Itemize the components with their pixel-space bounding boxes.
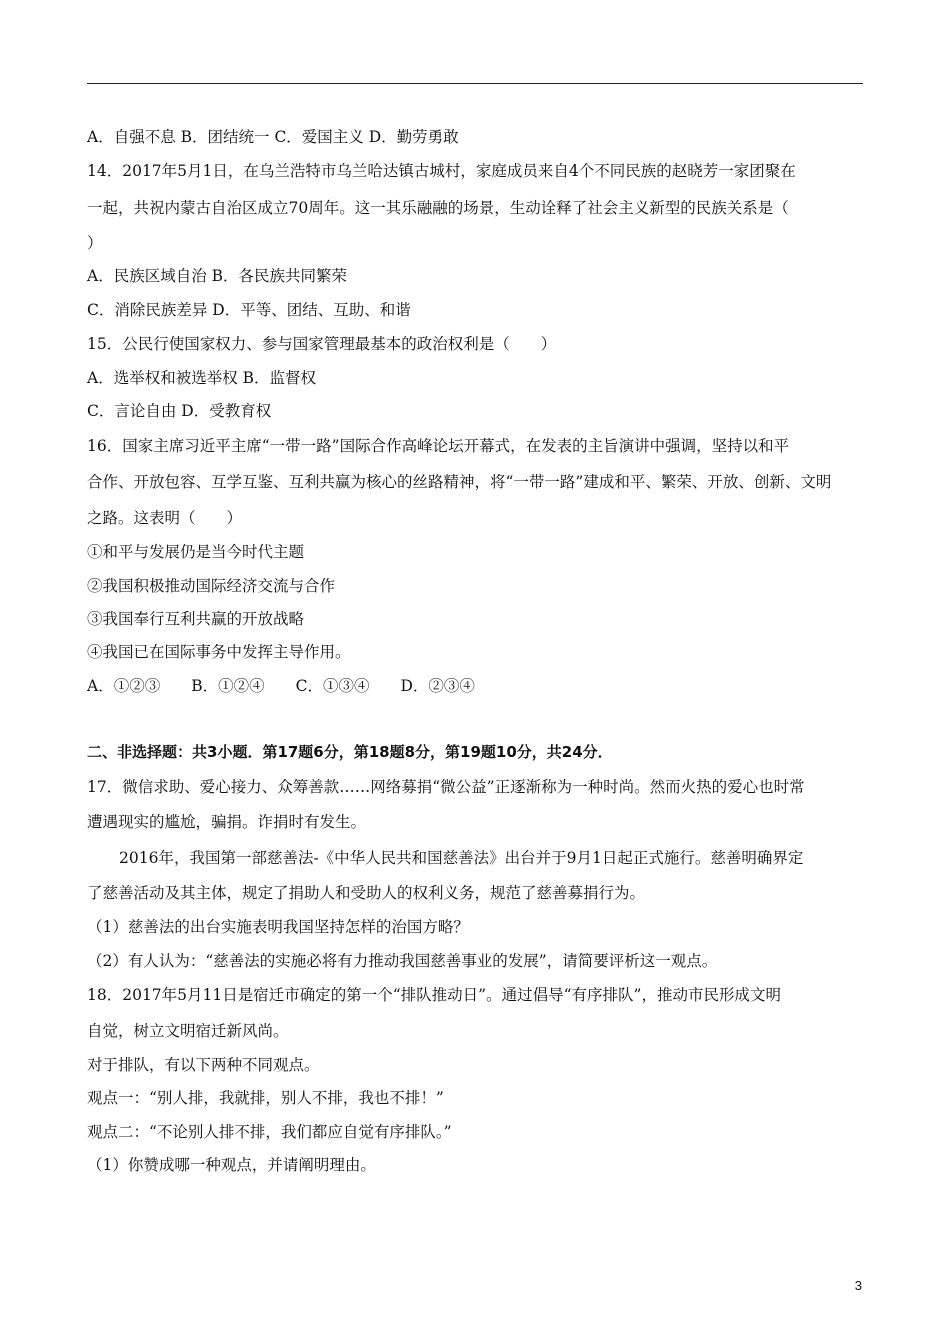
- q16-options: A．①②③ B．①②④ C．①③④ D．②③④: [87, 677, 475, 695]
- q17-sub-question-2: （2）有人认为：“慈善法的实施必将有力推动我国慈善事业的发展”，请简要评析这一观点。: [87, 952, 718, 970]
- q15-options-cd: C．言论自由 D．受教育权: [87, 402, 272, 420]
- q14-stem-line-2: 一起，共祝内蒙古自治区成立70周年。这一其乐融融的场景，生动诠释了社会主义新型的民族关系是（: [87, 199, 789, 217]
- q18-view-2: 观点二：“不论别人排不排，我们都应自觉有序排队。”: [87, 1123, 452, 1141]
- q16-item-1: ①和平与发展仍是当今时代主题: [87, 543, 305, 561]
- q16-stem-line-1: 16．国家主席习近平主席“一带一路”国际合作高峰论坛开幕式，在发表的主旨演讲中强调，坚持以和平: [87, 437, 790, 455]
- q16-item-2: ②我国积极推动国际经济交流与合作: [87, 577, 336, 595]
- q18-stem-line-2: 自觉，树立文明宿迁新风尚。: [87, 1022, 289, 1040]
- q14-stem-line-3: ）: [87, 234, 103, 252]
- q18-intro: 对于排队，有以下两种不同观点。: [87, 1056, 320, 1074]
- header-rule: [87, 83, 863, 84]
- q13-options: A．自强不息 B．团结统一 C．爱国主义 D．勤劳勇敢: [87, 128, 459, 146]
- q17-paragraph-line-2: 了慈善活动及其主体，规定了捐助人和受助人的权利义务，规范了慈善募捐行为。: [87, 884, 646, 902]
- q18-sub-question-1: （1）你赞成哪一种观点，并请阐明理由。: [87, 1156, 376, 1174]
- q16-stem-line-2: 合作、开放包容、互学互鉴、互利共赢为核心的丝路精神，将“一带一路”建成和平、繁荣、开放、创新、文明: [87, 473, 832, 491]
- q16-stem-line-3: 之路。这表明（ ）: [87, 509, 243, 527]
- q14-stem-line-1: 14．2017年5月1日，在乌兰浩特市乌兰哈达镇古城村，家庭成员来自4个不同民族的赵晓芳一家团聚在: [87, 162, 796, 180]
- q17-stem-line-2: 遭遇现实的尴尬，骗捐。诈捐时有发生。: [87, 813, 367, 831]
- q17-paragraph-line-1: 2016年，我国第一部慈善法-《中华人民共和国慈善法》出台并于9月1日起正式施行。慈善明确界定: [119, 849, 804, 867]
- q15-options-ab: A．选举权和被选举权 B．监督权: [87, 369, 317, 387]
- section-2-title: 二、非选择题：共3小题．第17题6分，第18题8分，第19题10分，共24分．: [87, 743, 613, 761]
- page-number: 3: [854, 1278, 862, 1293]
- q18-view-1: 观点一：“别人排，我就排，别人不排，我也不排！”: [87, 1089, 444, 1107]
- q18-stem-line-1: 18．2017年5月11日是宿迁市确定的第一个“排队推动日”。通过倡导“有序排队”，推动市民形成文明: [87, 986, 781, 1004]
- q14-options-ab: A．民族区域自治 B．各民族共同繁荣: [87, 267, 348, 285]
- q17-stem-line-1: 17．微信求助、爱心接力、众筹善款……网络募捐“微公益”正逐渐称为一种时尚。然而火热的爱心也时常: [87, 778, 805, 796]
- q16-item-4: ④我国已在国际事务中发挥主导作用。: [87, 643, 351, 661]
- q14-options-cd: C．消除民族差异 D．平等、团结、互助、和谐: [87, 301, 411, 319]
- q16-item-3: ③我国奉行互利共赢的开放战略: [87, 610, 305, 628]
- q15-stem: 15．公民行使国家权力、参与国家管理最基本的政治权利是（ ）: [87, 335, 557, 353]
- q17-sub-question-1: （1）慈善法的出台实施表明我国坚持怎样的治国方略？: [87, 918, 469, 936]
